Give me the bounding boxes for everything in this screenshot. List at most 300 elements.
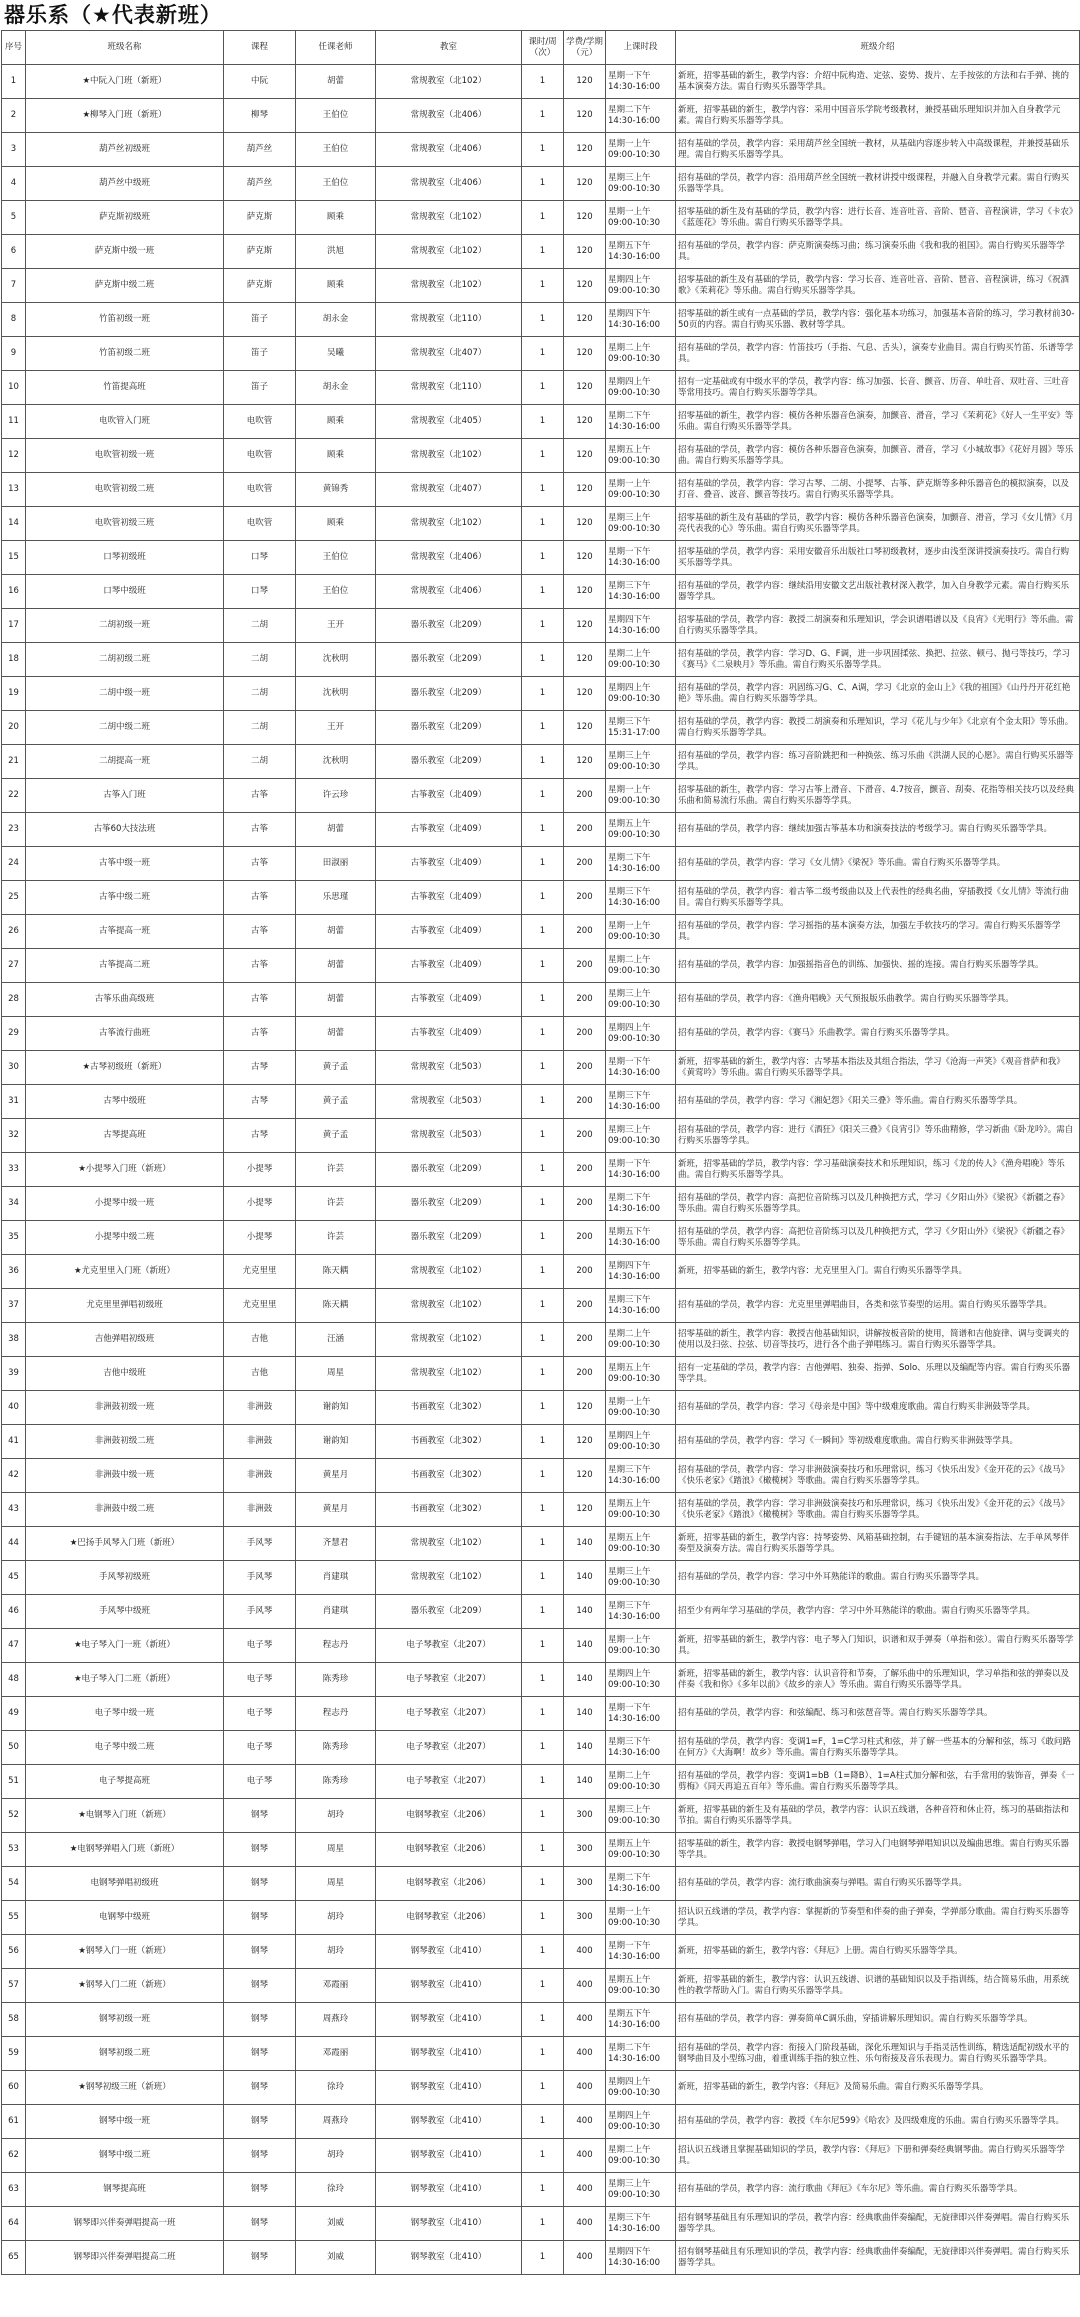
cell-hours: 1	[522, 1051, 564, 1085]
header-class-name: 班级名称	[26, 31, 224, 65]
cell-class-name: 钢琴初级一班	[26, 2003, 224, 2037]
cell-course: 吉他	[224, 1357, 296, 1391]
cell-time: 星期一下午 14:30-16:00	[606, 65, 676, 99]
cell-class-name: 二胡初级一班	[26, 609, 224, 643]
cell-course: 古筝	[224, 1017, 296, 1051]
cell-hours: 1	[522, 1629, 564, 1663]
cell-teacher: 顾乘	[296, 439, 376, 473]
cell-index: 6	[2, 235, 26, 269]
cell-fee: 140	[564, 1697, 606, 1731]
table-row	[2, 2037, 1080, 2071]
cell-index: 11	[2, 405, 26, 439]
cell-classroom: 器乐教室（北209）	[376, 1153, 522, 1187]
cell-class-name: 口琴中级班	[26, 575, 224, 609]
cell-index: 56	[2, 1935, 26, 1969]
cell-fee: 120	[564, 133, 606, 167]
table-row	[2, 167, 1080, 201]
cell-time: 星期四上午 09:00-10:30	[606, 269, 676, 303]
cell-fee: 400	[564, 2207, 606, 2241]
cell-course: 钢琴	[224, 1935, 296, 1969]
cell-time: 星期三上午 09:00-10:30	[606, 1119, 676, 1153]
cell-course: 尤克里里	[224, 1289, 296, 1323]
cell-index: 38	[2, 1323, 26, 1357]
cell-teacher: 吴曦	[296, 337, 376, 371]
cell-classroom: 常规教室（北102）	[376, 1255, 522, 1289]
cell-time: 星期五上午 09:00-10:30	[606, 1493, 676, 1527]
cell-fee: 140	[564, 1663, 606, 1697]
cell-classroom: 器乐教室（北209）	[376, 677, 522, 711]
cell-index: 21	[2, 745, 26, 779]
cell-intro: 招零基础的新生，教学内容：学习古筝上滑音、下滑音、4.7按音，颤音、刮奏、花指等相关技巧以及经典乐曲和简易流行乐曲。需自行购买乐器等学具。	[676, 779, 1080, 813]
cell-intro: 招有基础的学员，教学内容：学习古琴、二胡、小提琴、古筝、萨克斯等多种乐器音色的模拟演奏，以及打音、叠音、波音、颤音等技巧。需自行购买乐器等学具。	[676, 473, 1080, 507]
cell-teacher: 许芸	[296, 1221, 376, 1255]
cell-teacher: 许芸	[296, 1187, 376, 1221]
cell-classroom: 常规教室（北110）	[376, 303, 522, 337]
cell-teacher: 顾乘	[296, 269, 376, 303]
table-row	[2, 1595, 1080, 1629]
cell-teacher: 黄子孟	[296, 1085, 376, 1119]
cell-hours: 1	[522, 1561, 564, 1595]
cell-index: 43	[2, 1493, 26, 1527]
cell-time: 星期三上午 09:00-10:30	[606, 167, 676, 201]
cell-course: 笛子	[224, 303, 296, 337]
cell-intro: 招有基础的学员，教学内容：采用葫芦丝全国统一教材，从基础内容逐步转入中高级课程，并兼授基础乐理。需自行购买乐器等学具。	[676, 133, 1080, 167]
cell-course: 中阮	[224, 65, 296, 99]
cell-class-name: 钢琴提高班	[26, 2173, 224, 2207]
cell-fee: 140	[564, 1765, 606, 1799]
cell-time: 星期二下午 14:30-16:00	[606, 99, 676, 133]
cell-class-name: ★钢琴初级三班（新班）	[26, 2071, 224, 2105]
cell-intro: 招有基础的学员，教学内容：进行《酒狂》《阳关三叠》《良宵引》等乐曲精修，学习新曲《卧龙吟》。需自行购买乐器等学具。	[676, 1119, 1080, 1153]
cell-course: 葫芦丝	[224, 167, 296, 201]
cell-index: 64	[2, 2207, 26, 2241]
cell-course: 非洲鼓	[224, 1391, 296, 1425]
cell-fee: 300	[564, 1867, 606, 1901]
cell-class-name: 非洲鼓初级一班	[26, 1391, 224, 1425]
cell-course: 二胡	[224, 609, 296, 643]
cell-classroom: 电钢琴教室（北206）	[376, 1833, 522, 1867]
table-row	[2, 1255, 1080, 1289]
cell-time: 星期四上午 09:00-10:30	[606, 1663, 676, 1697]
cell-time: 星期二上午 09:00-10:30	[606, 337, 676, 371]
cell-course: 非洲鼓	[224, 1459, 296, 1493]
cell-teacher: 谢韵知	[296, 1391, 376, 1425]
table-row	[2, 133, 1080, 167]
cell-teacher: 周燕玲	[296, 2105, 376, 2139]
cell-classroom: 古筝教室（北409）	[376, 1017, 522, 1051]
cell-intro: 招有一定基础的学员，教学内容：吉他弹唱、独奏、指弹、Solo、乐理以及编配等内容。需自行购买乐器等学具。	[676, 1357, 1080, 1391]
cell-fee: 300	[564, 1901, 606, 1935]
cell-hours: 1	[522, 439, 564, 473]
cell-class-name: 电吹管初级二班	[26, 473, 224, 507]
cell-fee: 200	[564, 1255, 606, 1289]
cell-index: 48	[2, 1663, 26, 1697]
cell-course: 古筝	[224, 949, 296, 983]
cell-course: 小提琴	[224, 1153, 296, 1187]
table-row	[2, 915, 1080, 949]
cell-course: 小提琴	[224, 1187, 296, 1221]
cell-classroom: 常规教室（北102）	[376, 507, 522, 541]
cell-class-name: 二胡初级二班	[26, 643, 224, 677]
cell-class-name: 萨克斯中级二班	[26, 269, 224, 303]
cell-classroom: 古筝教室（北409）	[376, 779, 522, 813]
cell-time: 星期三上午 09:00-10:30	[606, 2173, 676, 2207]
cell-intro: 招有基础的学员，教学内容：变调1=F，1=C学习柱式和弦，并了解一些基本的分解和弦，练习《敢问路在何方》《大海啊！故乡》等乐曲。需自行购买乐器等学具。	[676, 1731, 1080, 1765]
cell-fee: 400	[564, 2105, 606, 2139]
cell-intro: 招有基础的学员，教学内容：《赛马》乐曲教学。需自行购买乐器等学具。	[676, 1017, 1080, 1051]
cell-teacher: 黄锦秀	[296, 473, 376, 507]
cell-time: 星期一下午 14:30-16:00	[606, 1051, 676, 1085]
cell-course: 口琴	[224, 541, 296, 575]
cell-index: 25	[2, 881, 26, 915]
table-row	[2, 1935, 1080, 1969]
table-row	[2, 439, 1080, 473]
cell-time: 星期二上午 09:00-10:30	[606, 1765, 676, 1799]
cell-class-name: 小提琴中级二班	[26, 1221, 224, 1255]
table-row	[2, 337, 1080, 371]
cell-teacher: 胡永金	[296, 371, 376, 405]
cell-fee: 400	[564, 2071, 606, 2105]
table-row	[2, 1901, 1080, 1935]
cell-hours: 1	[522, 269, 564, 303]
cell-classroom: 常规教室（北102）	[376, 201, 522, 235]
cell-fee: 400	[564, 1935, 606, 1969]
cell-teacher: 黄星月	[296, 1493, 376, 1527]
cell-index: 13	[2, 473, 26, 507]
cell-fee: 120	[564, 439, 606, 473]
cell-hours: 1	[522, 1867, 564, 1901]
cell-class-name: 葫芦丝中级班	[26, 167, 224, 201]
cell-class-name: 电吹管初级三班	[26, 507, 224, 541]
cell-intro: 招有基础的学员，教学内容：学习D、G、F调，进一步巩固揉弦、换把、拉弦、顿弓、抛弓等技巧，学习《赛马》《二泉映月》等乐曲。需自行购买乐器等学具。	[676, 643, 1080, 677]
cell-hours: 1	[522, 167, 564, 201]
cell-course: 古筝	[224, 813, 296, 847]
cell-class-name: 电钢琴中级班	[26, 1901, 224, 1935]
cell-teacher: 许芸	[296, 1153, 376, 1187]
cell-hours: 1	[522, 2207, 564, 2241]
cell-classroom: 常规教室（北503）	[376, 1085, 522, 1119]
cell-time: 星期五下午 14:30-16:00	[606, 2003, 676, 2037]
table-row	[2, 201, 1080, 235]
cell-class-name: ★柳琴入门班（新班）	[26, 99, 224, 133]
cell-teacher: 胡永金	[296, 303, 376, 337]
cell-teacher: 胡玲	[296, 1901, 376, 1935]
cell-class-name: 手风琴初级班	[26, 1561, 224, 1595]
cell-class-name: 钢琴中级二班	[26, 2139, 224, 2173]
cell-hours: 1	[522, 1255, 564, 1289]
cell-course: 古筝	[224, 983, 296, 1017]
cell-fee: 200	[564, 1323, 606, 1357]
cell-time: 星期三下午 14:30-16:00	[606, 575, 676, 609]
cell-time: 星期二上午 09:00-10:30	[606, 643, 676, 677]
cell-intro: 新班，招零基础的新生，教学内容：古琴基本指法及其组合指法，学习《沧海一声笑》《观音普萨和我》《黄莺吟》等乐曲。需自行购买乐器等学具。	[676, 1051, 1080, 1085]
cell-fee: 140	[564, 1731, 606, 1765]
cell-classroom: 常规教室（北102）	[376, 1527, 522, 1561]
cell-class-name: 手风琴中级班	[26, 1595, 224, 1629]
cell-classroom: 电子琴教室（北207）	[376, 1697, 522, 1731]
cell-course: 钢琴	[224, 2071, 296, 2105]
cell-classroom: 器乐教室（北209）	[376, 1221, 522, 1255]
table-row	[2, 269, 1080, 303]
cell-course: 钢琴	[224, 2003, 296, 2037]
cell-hours: 1	[522, 1765, 564, 1799]
cell-course: 二胡	[224, 643, 296, 677]
cell-intro: 招有基础的学员，教学内容：流行歌曲演奏与弹唱。需自行购买乐器等学具。	[676, 1867, 1080, 1901]
cell-class-name: 古筝提高一班	[26, 915, 224, 949]
cell-course: 萨克斯	[224, 269, 296, 303]
cell-time: 星期三下午 14:30-16:00	[606, 1731, 676, 1765]
cell-fee: 200	[564, 1085, 606, 1119]
table-row	[2, 1221, 1080, 1255]
cell-teacher: 王开	[296, 711, 376, 745]
cell-hours: 1	[522, 1085, 564, 1119]
cell-hours: 1	[522, 813, 564, 847]
table-row	[2, 1697, 1080, 1731]
cell-teacher: 周燕玲	[296, 2003, 376, 2037]
cell-teacher: 王伯位	[296, 575, 376, 609]
cell-time: 星期五下午 14:30-16:00	[606, 1221, 676, 1255]
cell-index: 23	[2, 813, 26, 847]
cell-class-name: 古琴提高班	[26, 1119, 224, 1153]
cell-hours: 1	[522, 575, 564, 609]
cell-index: 30	[2, 1051, 26, 1085]
cell-classroom: 常规教室（北503）	[376, 1119, 522, 1153]
cell-course: 电吹管	[224, 439, 296, 473]
cell-index: 44	[2, 1527, 26, 1561]
table-row	[2, 847, 1080, 881]
cell-course: 钢琴	[224, 1799, 296, 1833]
cell-course: 电子琴	[224, 1731, 296, 1765]
cell-intro: 招至少有两年学习基础的学员，教学内容：学习中外耳熟能详的歌曲。需自行购买乐器等学具。	[676, 1595, 1080, 1629]
cell-intro: 招零基础的学员，教学内容：采用安徽音乐出版社口琴初级教材，逐步由浅至深讲授演奏技巧。需自行购买乐器等学具。	[676, 541, 1080, 575]
cell-fee: 120	[564, 541, 606, 575]
cell-classroom: 钢琴教室（北410）	[376, 1969, 522, 2003]
table-row	[2, 949, 1080, 983]
table-row	[2, 1663, 1080, 1697]
cell-fee: 200	[564, 1187, 606, 1221]
cell-index: 52	[2, 1799, 26, 1833]
cell-hours: 1	[522, 949, 564, 983]
cell-classroom: 钢琴教室（北410）	[376, 1935, 522, 1969]
cell-class-name: 竹笛初级一班	[26, 303, 224, 337]
cell-fee: 140	[564, 1595, 606, 1629]
cell-course: 电子琴	[224, 1697, 296, 1731]
cell-index: 22	[2, 779, 26, 813]
cell-intro: 新班，招零基础的新生，教学内容：采用中国音乐学院考级教材，兼授基础乐理知识并加入自身教学元素。需自行购买乐器等学具。	[676, 99, 1080, 133]
cell-fee: 200	[564, 813, 606, 847]
table-row	[2, 2071, 1080, 2105]
cell-teacher: 周星	[296, 1867, 376, 1901]
cell-classroom: 器乐教室（北209）	[376, 1595, 522, 1629]
cell-class-name: 古筝入门班	[26, 779, 224, 813]
cell-classroom: 书画教室（北302）	[376, 1391, 522, 1425]
cell-time: 星期一上午 09:00-10:30	[606, 473, 676, 507]
cell-index: 12	[2, 439, 26, 473]
cell-intro: 新班，招零基础的新生及有基础的学员，教学内容：认识五线谱，各种音符和休止符，练习的基础指法和节拍。需自行购买乐器等学具。	[676, 1799, 1080, 1833]
cell-hours: 1	[522, 201, 564, 235]
table-row	[2, 2173, 1080, 2207]
cell-index: 8	[2, 303, 26, 337]
cell-hours: 1	[522, 99, 564, 133]
cell-teacher: 顾乘	[296, 201, 376, 235]
header-hours: 课时/周（次）	[522, 31, 564, 65]
cell-class-name: 钢琴即兴伴奏弹唱提高二班	[26, 2241, 224, 2275]
cell-classroom: 钢琴教室（北410）	[376, 2139, 522, 2173]
cell-teacher: 胡蕾	[296, 1017, 376, 1051]
cell-course: 笛子	[224, 337, 296, 371]
cell-course: 钢琴	[224, 2241, 296, 2275]
cell-hours: 1	[522, 2003, 564, 2037]
cell-index: 32	[2, 1119, 26, 1153]
cell-classroom: 书画教室（北302）	[376, 1459, 522, 1493]
cell-classroom: 常规教室（北406）	[376, 99, 522, 133]
cell-class-name: 二胡中级二班	[26, 711, 224, 745]
cell-time: 星期一上午 09:00-10:30	[606, 133, 676, 167]
cell-index: 2	[2, 99, 26, 133]
cell-index: 36	[2, 1255, 26, 1289]
cell-fee: 200	[564, 1357, 606, 1391]
cell-intro: 招有基础的学员，教学内容：尤克里里弹唱曲目，各类和弦节奏型的运用。需自行购买乐器等学具。	[676, 1289, 1080, 1323]
cell-fee: 200	[564, 1221, 606, 1255]
cell-teacher: 许云珍	[296, 779, 376, 813]
cell-intro: 招有一定基础或有中级水平的学员，教学内容：练习加强、长音、颤音、历音、单吐音、双吐音、三吐音等常用技巧。需自行购买乐器等学具。	[676, 371, 1080, 405]
cell-course: 钢琴	[224, 2173, 296, 2207]
cell-index: 10	[2, 371, 26, 405]
cell-intro: 招有基础的学员，教学内容：学习非洲鼓演奏技巧和乐理常识，练习《快乐出发》《金开花的云》《战马》《快乐老家》《踏浪》《橄榄树》等歌曲。需自行购买乐器等学具。	[676, 1493, 1080, 1527]
cell-classroom: 常规教室（北407）	[376, 337, 522, 371]
cell-teacher: 陈秀珍	[296, 1765, 376, 1799]
cell-fee: 120	[564, 677, 606, 711]
cell-time: 星期五上午 09:00-10:30	[606, 439, 676, 473]
cell-time: 星期四上午 09:00-10:30	[606, 1017, 676, 1051]
cell-course: 古筝	[224, 915, 296, 949]
cell-teacher: 陈天耦	[296, 1289, 376, 1323]
table-row	[2, 813, 1080, 847]
cell-intro: 新班，招零基础的新生，教学内容：认识音符和节奏，了解乐曲中的乐理知识，学习单指和弦的弹奏以及伴奏《我和你》《多年以前》《故乡的亲人》等乐曲。需自行购买乐器等学具。	[676, 1663, 1080, 1697]
cell-index: 63	[2, 2173, 26, 2207]
cell-class-name: ★钢琴入门二班（新班）	[26, 1969, 224, 2003]
cell-hours: 1	[522, 2139, 564, 2173]
cell-classroom: 常规教室（北405）	[376, 405, 522, 439]
cell-time: 星期二上午 09:00-10:30	[606, 1323, 676, 1357]
cell-index: 31	[2, 1085, 26, 1119]
cell-fee: 120	[564, 1493, 606, 1527]
cell-hours: 1	[522, 133, 564, 167]
cell-class-name: 萨克斯初级班	[26, 201, 224, 235]
cell-fee: 300	[564, 1833, 606, 1867]
cell-intro: 招有基础的学员，教学内容：弹奏简单C调乐曲，穿插讲解乐理知识。需自行购买乐器等学具。	[676, 2003, 1080, 2037]
cell-fee: 400	[564, 2139, 606, 2173]
cell-time: 星期三上午 09:00-10:30	[606, 1561, 676, 1595]
cell-intro: 招有基础的学员，教学内容：萨克斯演奏练习曲；练习演奏乐曲《我和我的祖国》。需自行购买乐器等学具。	[676, 235, 1080, 269]
cell-classroom: 古筝教室（北409）	[376, 881, 522, 915]
cell-fee: 140	[564, 1629, 606, 1663]
cell-intro: 招有基础的学员，教学内容：巩固练习G、C、A调，学习《北京的金山上》《我的祖国》《山丹丹开花红艳艳》等乐曲。需自行购买乐器等学具。	[676, 677, 1080, 711]
header-intro: 班级介绍	[676, 31, 1080, 65]
cell-hours: 1	[522, 473, 564, 507]
cell-hours: 1	[522, 779, 564, 813]
cell-intro: 招有基础的学员，教学内容：继续加强古筝基本功和演奏技法的考级学习。需自行购买乐器等学具。	[676, 813, 1080, 847]
cell-fee: 200	[564, 1119, 606, 1153]
cell-index: 37	[2, 1289, 26, 1323]
cell-course: 笛子	[224, 371, 296, 405]
cell-course: 二胡	[224, 677, 296, 711]
cell-classroom: 钢琴教室（北410）	[376, 2207, 522, 2241]
cell-index: 26	[2, 915, 26, 949]
cell-course: 钢琴	[224, 1901, 296, 1935]
cell-time: 星期五上午 09:00-10:30	[606, 1357, 676, 1391]
cell-hours: 1	[522, 1663, 564, 1697]
cell-hours: 1	[522, 1595, 564, 1629]
cell-intro: 招有基础的学员，教学内容：学习《一瞬间》等初级难度歌曲。需自行购买非洲鼓等学具。	[676, 1425, 1080, 1459]
cell-course: 手风琴	[224, 1561, 296, 1595]
cell-class-name: 吉他中级班	[26, 1357, 224, 1391]
cell-teacher: 顾乘	[296, 405, 376, 439]
cell-course: 钢琴	[224, 2105, 296, 2139]
cell-intro: 招有基础的学员，教学内容：流行歌曲《拜厄》《车尔尼》等乐曲。需自行购买乐器等学具。	[676, 2173, 1080, 2207]
cell-class-name: ★小提琴入门班（新班）	[26, 1153, 224, 1187]
cell-index: 47	[2, 1629, 26, 1663]
cell-course: 二胡	[224, 711, 296, 745]
cell-intro: 新班，招零基础的学员，教学内容：学习基础演奏技术和乐理知识，练习《龙的传人》《渔舟唱晚》等乐曲。需自行购买乐器等学具。	[676, 1153, 1080, 1187]
table-row	[2, 2105, 1080, 2139]
cell-classroom: 电子琴教室（北207）	[376, 1731, 522, 1765]
cell-hours: 1	[522, 1731, 564, 1765]
cell-intro: 招有基础的学员，教学内容：教授《车尔尼599》《哈农》及四级难度的乐曲。需自行购买乐器等学具。	[676, 2105, 1080, 2139]
cell-index: 16	[2, 575, 26, 609]
cell-time: 星期二上午 09:00-10:30	[606, 949, 676, 983]
table-row	[2, 1969, 1080, 2003]
cell-class-name: 古筝60大技法班	[26, 813, 224, 847]
cell-course: 钢琴	[224, 1833, 296, 1867]
cell-index: 58	[2, 2003, 26, 2037]
cell-index: 34	[2, 1187, 26, 1221]
cell-intro: 新班，招零基础的新生，教学内容：尤克里里入门。需自行购买乐器等学具。	[676, 1255, 1080, 1289]
cell-intro: 招有基础的学员，教学内容：和弦编配、练习和弦琶音等。需自行购买乐器等学具。	[676, 1697, 1080, 1731]
cell-teacher: 胡蕾	[296, 949, 376, 983]
cell-classroom: 常规教室（北406）	[376, 167, 522, 201]
cell-index: 55	[2, 1901, 26, 1935]
table-row	[2, 1153, 1080, 1187]
cell-hours: 1	[522, 1697, 564, 1731]
table-row	[2, 99, 1080, 133]
cell-hours: 1	[522, 1901, 564, 1935]
cell-index: 59	[2, 2037, 26, 2071]
cell-time: 星期一下午 14:30-16:00	[606, 541, 676, 575]
cell-classroom: 常规教室（北102）	[376, 235, 522, 269]
cell-hours: 1	[522, 405, 564, 439]
cell-fee: 200	[564, 847, 606, 881]
cell-teacher: 沈秋明	[296, 643, 376, 677]
cell-teacher: 周星	[296, 1357, 376, 1391]
cell-classroom: 古筝教室（北409）	[376, 813, 522, 847]
cell-course: 古筝	[224, 881, 296, 915]
cell-teacher: 王伯位	[296, 541, 376, 575]
cell-fee: 200	[564, 1153, 606, 1187]
cell-fee: 120	[564, 609, 606, 643]
cell-classroom: 电钢琴教室（北206）	[376, 1799, 522, 1833]
cell-intro: 招有基础的学员，教学内容：学习非洲鼓演奏技巧和乐理常识，练习《快乐出发》《金开花的云》《战马》《快乐老家》《踏浪》《橄榄树》等歌曲。需自行购买乐器等学具。	[676, 1459, 1080, 1493]
cell-teacher: 顾乘	[296, 507, 376, 541]
cell-classroom: 常规教室（北110）	[376, 371, 522, 405]
cell-teacher: 陈秀珍	[296, 1731, 376, 1765]
cell-time: 星期三下午 15:31-17:00	[606, 711, 676, 745]
cell-intro: 新班，招零基础的新生，教学内容：《拜厄》及简易乐曲。需自行购买乐器等学具。	[676, 2071, 1080, 2105]
cell-index: 45	[2, 1561, 26, 1595]
cell-classroom: 电子琴教室（北207）	[376, 1629, 522, 1663]
cell-intro: 招零基础的新生，教学内容：模仿各种乐器音色演奏，加颤音、滑音，学习《茉莉花》《好人一生平安》等乐曲。需自行购买乐器等学具。	[676, 405, 1080, 439]
cell-time: 星期三下午 14:30-16:00	[606, 1289, 676, 1323]
